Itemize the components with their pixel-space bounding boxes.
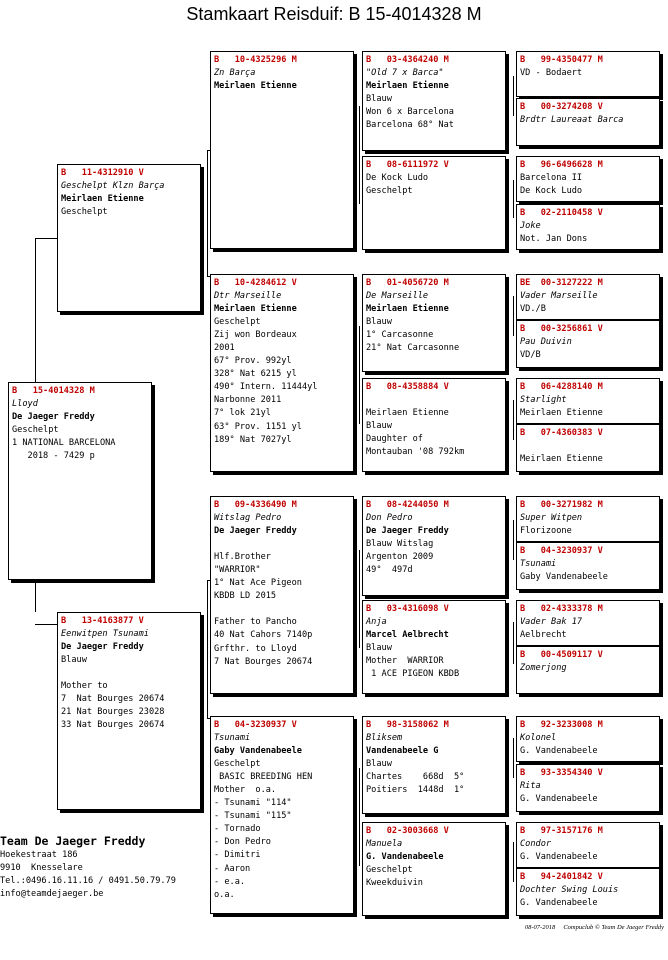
pigeon-card-gggp-16[interactable] — [516, 868, 660, 916]
pigeon-card-father-sire[interactable] — [210, 51, 354, 249]
connector-line — [359, 550, 360, 648]
connector-line — [207, 580, 208, 718]
pigeon-info-line: Geschelpt — [61, 207, 108, 218]
team-phone-line: Tel.:0496.16.11.16 / 0491.50.79.79 — [0, 876, 176, 886]
connector-line — [207, 150, 208, 276]
pigeon-info-line: Grfthr. to Lloyd — [214, 643, 297, 654]
pigeon-info-line: - e.a. — [214, 876, 246, 887]
pigeon-info-line: - Dimitri — [214, 850, 261, 861]
pigeon-info-line: G. Vandenabeele — [520, 898, 598, 909]
pigeon-info-line: Geschelpt — [12, 425, 59, 436]
pigeon-name: Don Pedro — [366, 513, 413, 524]
pigeon-info-line: Blauw — [366, 94, 392, 105]
connector-line — [513, 296, 514, 336]
team-contact — [0, 833, 210, 901]
pigeon-info-line: Daughter of — [366, 434, 423, 445]
pigeon-info-line: Meirlaen Etienne — [520, 454, 603, 465]
pigeon-card-gggp-5[interactable] — [516, 274, 660, 320]
pigeon-info-line: Meirlaen Etienne — [366, 408, 449, 419]
ring-number: B 04-3230937 V — [520, 546, 603, 556]
pigeon-info-line: Blauw — [366, 759, 392, 770]
ring-number: B 93-3354340 V — [520, 768, 603, 778]
pigeon-card-ggp-8[interactable] — [362, 822, 506, 916]
connector-line — [35, 624, 59, 625]
pigeon-info-line: VD./B — [520, 304, 546, 315]
pigeon-name: Dochter Swing Louis — [520, 885, 619, 896]
pigeon-name: Bliksem — [366, 733, 403, 744]
connector-line — [359, 768, 360, 866]
ring-number: B 01-4056720 M — [366, 278, 449, 288]
pigeon-info-line: 490° Intern. 11444yl — [214, 382, 318, 393]
pigeon-card-gggp-10[interactable] — [516, 542, 660, 590]
pigeon-card-gggp-14[interactable] — [516, 764, 660, 812]
pigeon-info-line: 49° 497d — [366, 565, 413, 576]
pigeon-info-line: 33 Nat Bourges 20674 — [61, 720, 165, 731]
blank-line — [214, 538, 350, 551]
pigeon-info-line: Narbonne 2011 — [214, 395, 282, 406]
pigeon-card-gggp-13[interactable] — [516, 716, 660, 762]
ring-number: B 11-4312910 V — [61, 168, 144, 178]
connector-line — [513, 520, 514, 560]
pigeon-card-ggp-3[interactable] — [362, 274, 506, 372]
pigeon-info-line: Blauw — [61, 655, 87, 666]
ring-number: B 09-4336490 M — [214, 500, 297, 510]
connector-line — [359, 106, 360, 204]
pigeon-info-line: BASIC BREEDING HEN — [214, 772, 313, 783]
connector-line — [35, 238, 36, 384]
connector-line — [513, 842, 514, 882]
page-title: Stamkaart Reisduif: B 15-4014328 M — [186, 4, 482, 24]
pigeon-name: "Old 7 x Barca" — [366, 68, 444, 79]
pigeon-name: Super Witpen — [520, 513, 583, 524]
blank-line — [520, 440, 656, 453]
pigeon-card-father-dam[interactable] — [210, 274, 354, 472]
connector-line — [513, 622, 514, 664]
pigeon-card-mother-dam[interactable] — [210, 716, 354, 914]
pigeon-name: Manuela — [366, 839, 403, 850]
pigeon-name: Tsunami — [520, 559, 557, 570]
ring-number: B 00-4509117 V — [520, 650, 603, 660]
pigeon-info-line: Mother o.a. — [214, 785, 277, 796]
pigeon-info-line: Meirlaen Etienne — [520, 408, 603, 419]
pigeon-info-line: "WARRIOR" — [214, 565, 261, 576]
pigeon-info-line: Gaby Vandenabeele — [520, 572, 608, 583]
pigeon-owner: Meirlaen Etienne — [214, 81, 297, 92]
pigeon-info-line: 7 Nat Bourges 20674 — [214, 656, 313, 667]
pigeon-info-line: Geschelpt — [214, 317, 261, 328]
pigeon-info-line: 21 Nat Bourges 23028 — [61, 707, 165, 718]
ring-number: B 02-3003668 V — [366, 826, 449, 836]
pigeon-owner: Meirlaen Etienne — [366, 304, 449, 315]
pigeon-info-line: Blauw — [366, 421, 392, 432]
ring-number: B 97-3157176 M — [520, 826, 603, 836]
pigeon-owner: De Jaeger Freddy — [366, 526, 449, 537]
pigeon-card-gggp-4[interactable] — [516, 204, 660, 250]
blank-line — [214, 603, 350, 616]
pigeon-info-line: Zij won Bordeaux — [214, 330, 297, 341]
pigeon-card-gggp-15[interactable] — [516, 822, 660, 868]
ring-number: B 06-4288140 M — [520, 382, 603, 392]
ring-number: B 10-4284612 V — [214, 278, 297, 288]
pigeon-name: Condor — [520, 839, 552, 850]
pigeon-name: Lloyd — [12, 399, 38, 410]
pigeon-info-line: De Kock Ludo — [366, 173, 429, 184]
pigeon-card-gggp-9[interactable] — [516, 496, 660, 542]
pigeon-info-line: 63° Prov. 1151 yl — [214, 421, 302, 432]
pigeon-name: Pau Duivin — [520, 337, 572, 348]
pigeon-info-line: G. Vandenabeele — [520, 746, 598, 757]
pigeon-info-line: Argenton 2009 — [366, 552, 434, 563]
ring-number: B 02-4333378 M — [520, 604, 603, 614]
ring-number: B 04-3230937 V — [214, 720, 297, 730]
pigeon-card-gggp-2[interactable] — [516, 98, 660, 146]
pigeon-info-line: 189° Nat 7027yl — [214, 434, 292, 445]
pigeon-info-line: Blauw Witslag — [366, 539, 434, 550]
pigeon-info-line: Barcelona 68° Nat — [366, 120, 454, 131]
pigeon-info-line: VD/B — [520, 350, 541, 361]
pigeon-card-ggp-6[interactable] — [362, 600, 506, 694]
pigeon-info-line: Blauw — [366, 643, 392, 654]
pigeon-info-line: Geschelpt — [366, 186, 413, 197]
pigeon-card-gggp-3[interactable] — [516, 156, 660, 202]
pigeon-info-line: G. Vandenabeele — [520, 794, 598, 805]
ring-number: B 03-4316098 V — [366, 604, 449, 614]
pigeon-info-line: 21° Nat Carcasonne — [366, 343, 460, 354]
pigeon-card-gggp-8[interactable] — [516, 424, 660, 472]
pigeon-name: Zn Barça — [214, 68, 256, 79]
connector-line — [35, 238, 59, 239]
ring-number: B 99-4350477 M — [520, 55, 603, 65]
pigeon-owner: Gaby Vandenabeele — [214, 746, 302, 757]
pigeon-name: Rita — [520, 781, 541, 792]
ring-number: BE 00-3127222 M — [520, 278, 603, 288]
ring-number: B 00-3271982 M — [520, 500, 603, 510]
pigeon-info-line: - Don Pedro — [214, 837, 271, 848]
pigeon-owner: De Jaeger Freddy — [214, 526, 297, 537]
pigeon-name: Geschelpt Klzn Barça — [61, 181, 165, 192]
ring-number: B 13-4163877 V — [61, 616, 144, 626]
pigeon-card-ggp-2[interactable] — [362, 156, 506, 250]
pigeon-info-line: - Aaron — [214, 863, 251, 874]
connector-line — [513, 180, 514, 218]
ring-number: B 08-4358884 V — [366, 382, 449, 392]
ring-number: B 03-4364240 M — [366, 55, 449, 65]
pigeon-owner: Meirlaen Etienne — [214, 304, 297, 315]
pigeon-info-line: 1° Nat Ace Pigeon — [214, 578, 302, 589]
pigeon-info-line: Not. Jan Dons — [520, 234, 588, 245]
pigeon-info-line: Aelbrecht — [520, 630, 567, 641]
connector-line — [513, 738, 514, 778]
team-city-line: 9910 Knesselare — [0, 863, 83, 873]
pigeon-info-line: Won 6 x Barcelona — [366, 107, 454, 118]
pigeon-card-ggp-4[interactable] — [362, 378, 506, 472]
pigeon-owner: Vandenabeele G — [366, 746, 439, 757]
pigeon-info-line: Kweekduivin — [366, 878, 423, 889]
ring-number: B 07-4360383 V — [520, 428, 603, 438]
pigeon-info-line: Mother to — [61, 681, 108, 692]
pigeon-name: Vader Bak 17 — [520, 617, 583, 628]
pigeon-info-line: 1° Carcasonne — [366, 330, 434, 341]
pigeon-info-line: 1 NATIONAL BARCELONA — [12, 438, 116, 449]
team-address-line: Hoekestraat 186 — [0, 850, 78, 860]
pigeon-owner: Meirlaen Etienne — [61, 194, 144, 205]
ring-number: B 92-3233008 M — [520, 720, 603, 730]
pigeon-name: Anja — [366, 617, 387, 628]
ring-number: B 00-3274208 V — [520, 102, 603, 112]
pigeon-name: Eenwitpen Tsunami — [61, 629, 149, 640]
pigeon-card-ggp-5[interactable] — [362, 496, 506, 596]
pigeon-info-line: Poitiers 1448d 1° — [366, 785, 465, 796]
pigeon-info-line: KBDB LD 2015 — [214, 591, 277, 602]
pigeon-info-line: De Kock Ludo — [520, 186, 583, 197]
pigeon-name: De Marseille — [366, 291, 429, 302]
pigeon-info-line: 67° Prov. 992yl — [214, 356, 292, 367]
pigeon-card-gggp-1[interactable] — [516, 51, 660, 97]
ring-number: B 94-2401842 V — [520, 872, 603, 882]
pigeon-info-line: 7 Nat Bourges 20674 — [61, 694, 165, 705]
footer-credit: 08-07-2018 Compuclub © Team De Jaeger Freddy — [524, 924, 664, 931]
pigeon-info-line: 328° Nat 6215 yl — [214, 369, 297, 380]
pigeon-card-mother[interactable] — [57, 612, 201, 810]
pigeon-info-line: 2001 — [214, 343, 235, 354]
ring-number: B 15-4014328 M — [12, 386, 95, 396]
ring-number: B 00-3256861 V — [520, 324, 603, 334]
pigeon-card-ggp-1[interactable] — [362, 51, 506, 151]
pigeon-info-line: 7° lok 21yl — [214, 408, 271, 419]
pigeon-card-subject[interactable] — [8, 382, 152, 580]
pigeon-card-gggp-11[interactable] — [516, 600, 660, 646]
connector-line — [513, 76, 514, 116]
pigeon-info-line: Blauw — [366, 317, 392, 328]
pigeon-name: Joke — [520, 221, 541, 232]
pigeon-name: Dtr Marseille — [214, 291, 282, 302]
blank-line — [366, 394, 502, 407]
pigeon-info-line: - Tsunami "114" — [214, 798, 292, 809]
pigeon-info-line: Geschelpt — [366, 865, 413, 876]
connector-line — [359, 326, 360, 424]
pigeon-name: Brdtr Laureaat Barca — [520, 115, 624, 126]
pigeon-name: Kolonel — [520, 733, 557, 744]
ring-number: B 98-3158062 M — [366, 720, 449, 730]
team-name: Team De Jaeger Freddy — [0, 834, 146, 848]
pigeon-card-ggp-7[interactable] — [362, 716, 506, 814]
pigeon-info-line: 1 ACE PIGEON KBDB — [366, 669, 460, 680]
ring-number: B 08-6111972 V — [366, 160, 449, 170]
team-email-link[interactable]: info@teamdejaeger.be — [0, 889, 104, 899]
pigeon-info-line: Geschelpt — [214, 759, 261, 770]
pigeon-owner: Meirlaen Etienne — [366, 81, 449, 92]
pigeon-info-line: - Tsunami "115" — [214, 811, 292, 822]
pigeon-card-father[interactable] — [57, 164, 201, 312]
pigeon-card-gggp-6[interactable] — [516, 320, 660, 368]
pigeon-info-line: G. Vandenabeele — [520, 852, 598, 863]
pigeon-info-line: 2018 - 7429 p — [12, 451, 95, 462]
pigeon-info-line: - Tornado — [214, 824, 261, 835]
pigeon-owner: De Jaeger Freddy — [12, 412, 95, 423]
ring-number: B 10-4325296 M — [214, 55, 297, 65]
pigeon-info-line: Florizoone — [520, 526, 572, 537]
ring-number: B 08-4244050 M — [366, 500, 449, 510]
pigeon-info-line: Father to Pancho — [214, 617, 297, 628]
pigeon-card-gggp-7[interactable] — [516, 378, 660, 424]
pigeon-info-line: Mother WARRIOR — [366, 656, 444, 667]
pigeon-owner: Marcel Aelbrecht — [366, 630, 449, 641]
pigeon-name: Tsunami — [214, 733, 251, 744]
pigeon-name: Zomerjong — [520, 663, 567, 674]
ring-number: B 96-6496628 M — [520, 160, 603, 170]
ring-number: B 02-2110458 V — [520, 208, 603, 218]
blank-line — [61, 667, 197, 680]
pigeon-info-line: Montauban '08 792km — [366, 447, 465, 458]
pigeon-owner: De Jaeger Freddy — [61, 642, 144, 653]
pigeon-card-mother-sire[interactable] — [210, 496, 354, 694]
pigeon-info-line: VD - Bodaert — [520, 68, 583, 79]
pigeon-name: Starlight — [520, 395, 567, 406]
pigeon-info-line: Hlf.Brother — [214, 552, 271, 563]
pigeon-info-line: 40 Nat Cahors 7140p — [214, 630, 313, 641]
pigeon-owner: G. Vandenabeele — [366, 852, 444, 863]
pigeon-info-line: Barcelona II — [520, 173, 583, 184]
pigeon-info-line: Chartes 668d 5° — [366, 772, 465, 783]
pigeon-name: Vader Marseille — [520, 291, 598, 302]
pigeon-info-line: o.a. — [214, 889, 235, 900]
connector-line — [513, 400, 514, 440]
connector-line — [35, 580, 36, 612]
pigeon-name: Witslag Pedro — [214, 513, 282, 524]
pigeon-card-gggp-12[interactable] — [516, 646, 660, 694]
